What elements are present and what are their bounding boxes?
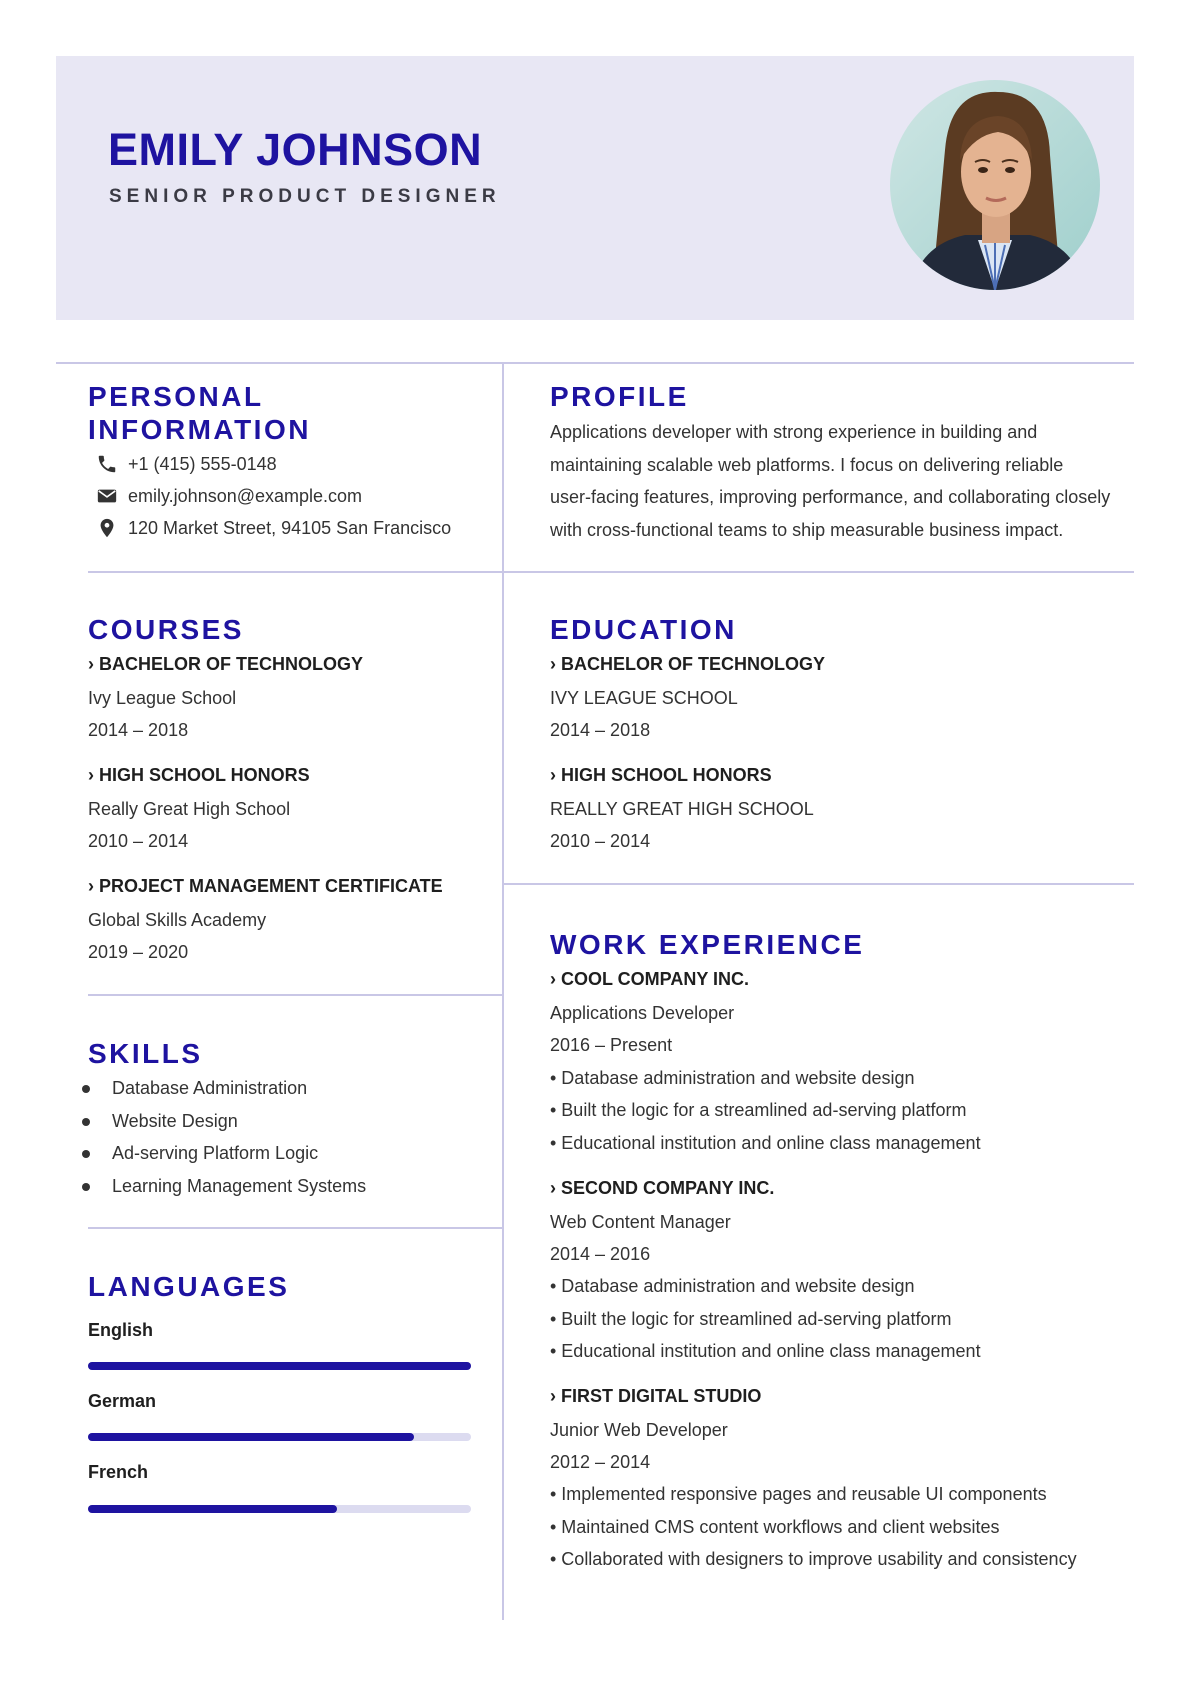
education-years: 2014 – 2018: [550, 720, 651, 740]
skill-item: [82, 1143, 318, 1164]
job-bullet: • Maintained CMS content workflows and client websites: [550, 1517, 1000, 1537]
bullet-dot: [82, 1118, 90, 1126]
language-bar-fill: [88, 1362, 471, 1370]
skill-item: [82, 1111, 238, 1132]
divider-vertical: [502, 362, 504, 1620]
profile-line: user-facing features, improving performance, and collaborating closely: [550, 487, 1111, 507]
bullet-dot: [82, 1150, 90, 1158]
phone-icon: [96, 453, 118, 475]
profile-heading: PROFILE: [550, 381, 689, 412]
divider-right-2: [502, 883, 1134, 885]
contact-address: [96, 517, 451, 539]
job-bullet: • Database administration and website design: [550, 1276, 915, 1296]
course-school: Ivy League School: [88, 688, 237, 708]
language-name: English: [88, 1320, 154, 1340]
education-years: 2010 – 2014: [550, 831, 651, 851]
contact-phone: [96, 453, 277, 475]
language-bar-fill: [88, 1433, 414, 1441]
candidate-name: EMILY JOHNSON: [108, 124, 483, 175]
language-bar: [88, 1362, 471, 1370]
skill-label: Database Administration: [112, 1078, 308, 1098]
course-years: 2014 – 2018: [88, 720, 189, 740]
job-bullet: • Implemented responsive pages and reusable UI components: [550, 1484, 1047, 1504]
education-school: IVY LEAGUE SCHOOL: [550, 688, 738, 708]
skill-item: [82, 1078, 307, 1099]
job-years: 2016 – Present: [550, 1035, 673, 1055]
course-school: Global Skills Academy: [88, 910, 267, 930]
course-years: 2010 – 2014: [88, 831, 189, 851]
work-heading: WORK EXPERIENCE: [550, 929, 865, 960]
job-bullet: • Educational institution and online class management: [550, 1341, 981, 1361]
education-title: › HIGH SCHOOL HONORS: [550, 765, 772, 785]
location-pin-icon: [96, 517, 118, 539]
profile-line: maintaining scalable web platforms. I focus on delivering reliable: [550, 454, 1064, 475]
job-bullet: • Collaborated with designers to improve usability and consistency: [550, 1549, 1077, 1569]
bullet-dot: [82, 1183, 90, 1191]
phone-text: +1 (415) 555-0148: [128, 453, 277, 474]
job-company: › SECOND COMPANY INC.: [550, 1178, 775, 1198]
bullet-dot: [82, 1085, 90, 1093]
job-bullet: • Built the logic for a streamlined ad-serving platform: [550, 1100, 967, 1120]
profile-text: [550, 416, 1110, 546]
skill-item: [82, 1176, 366, 1197]
language-bar-fill: [88, 1505, 337, 1513]
job-company: › COOL COMPANY INC.: [550, 969, 750, 989]
language-bar: [88, 1505, 471, 1513]
skill-label: Website Design: [112, 1111, 238, 1131]
job-company: › FIRST DIGITAL STUDIO: [550, 1386, 762, 1406]
candidate-title: SENIOR PRODUCT DESIGNER: [109, 186, 501, 207]
job-role: Junior Web Developer: [550, 1420, 728, 1440]
languages-heading: LANGUAGES: [88, 1271, 290, 1302]
language-bar: [88, 1433, 471, 1441]
email-text: emily.johnson@example.com: [128, 485, 363, 506]
job-years: 2012 – 2014: [550, 1452, 651, 1472]
divider-left-2: [88, 994, 502, 996]
personal-heading-line1: PERSONAL: [88, 381, 264, 412]
course-school: Really Great High School: [88, 799, 291, 819]
profile-line: Applications developer with strong experience in building and: [550, 422, 1038, 442]
language-name: German: [88, 1391, 157, 1411]
education-title: › BACHELOR OF TECHNOLOGY: [550, 654, 825, 674]
skills-heading: SKILLS: [88, 1038, 203, 1069]
job-role: Web Content Manager: [550, 1212, 731, 1232]
education-heading: EDUCATION: [550, 614, 737, 645]
language-name: French: [88, 1462, 149, 1482]
avatar: [890, 80, 1100, 290]
job-bullet: • Educational institution and online class management: [550, 1133, 981, 1153]
envelope-icon: [96, 485, 118, 507]
personal-info-heading: [88, 380, 311, 446]
job-bullet: • Built the logic for streamlined ad-serving platform: [550, 1309, 952, 1329]
education-school: REALLY GREAT HIGH SCHOOL: [550, 799, 814, 819]
skill-label: Learning Management Systems: [112, 1176, 367, 1196]
contact-email: [96, 485, 362, 507]
course-title: › PROJECT MANAGEMENT CERTIFICATE: [88, 876, 443, 896]
course-title: › BACHELOR OF TECHNOLOGY: [88, 654, 363, 674]
divider-top: [56, 362, 1134, 364]
address-text: 120 Market Street, 94105 San Francisco: [128, 517, 452, 538]
course-title: › HIGH SCHOOL HONORS: [88, 765, 310, 785]
profile-line: with cross-functional teams to ship measurable business impact.: [550, 519, 1064, 540]
divider-left-3: [88, 1227, 502, 1229]
divider-left-1: [88, 571, 1134, 573]
personal-heading-line2: INFORMATION: [88, 414, 311, 445]
skill-label: Ad-serving Platform Logic: [112, 1143, 319, 1163]
header-banner: [56, 56, 1134, 320]
job-role: Applications Developer: [550, 1003, 735, 1023]
job-years: 2014 – 2016: [550, 1244, 651, 1264]
course-years: 2019 – 2020: [88, 942, 189, 962]
courses-heading: COURSES: [88, 614, 244, 645]
job-bullet: • Database administration and website design: [550, 1068, 915, 1088]
